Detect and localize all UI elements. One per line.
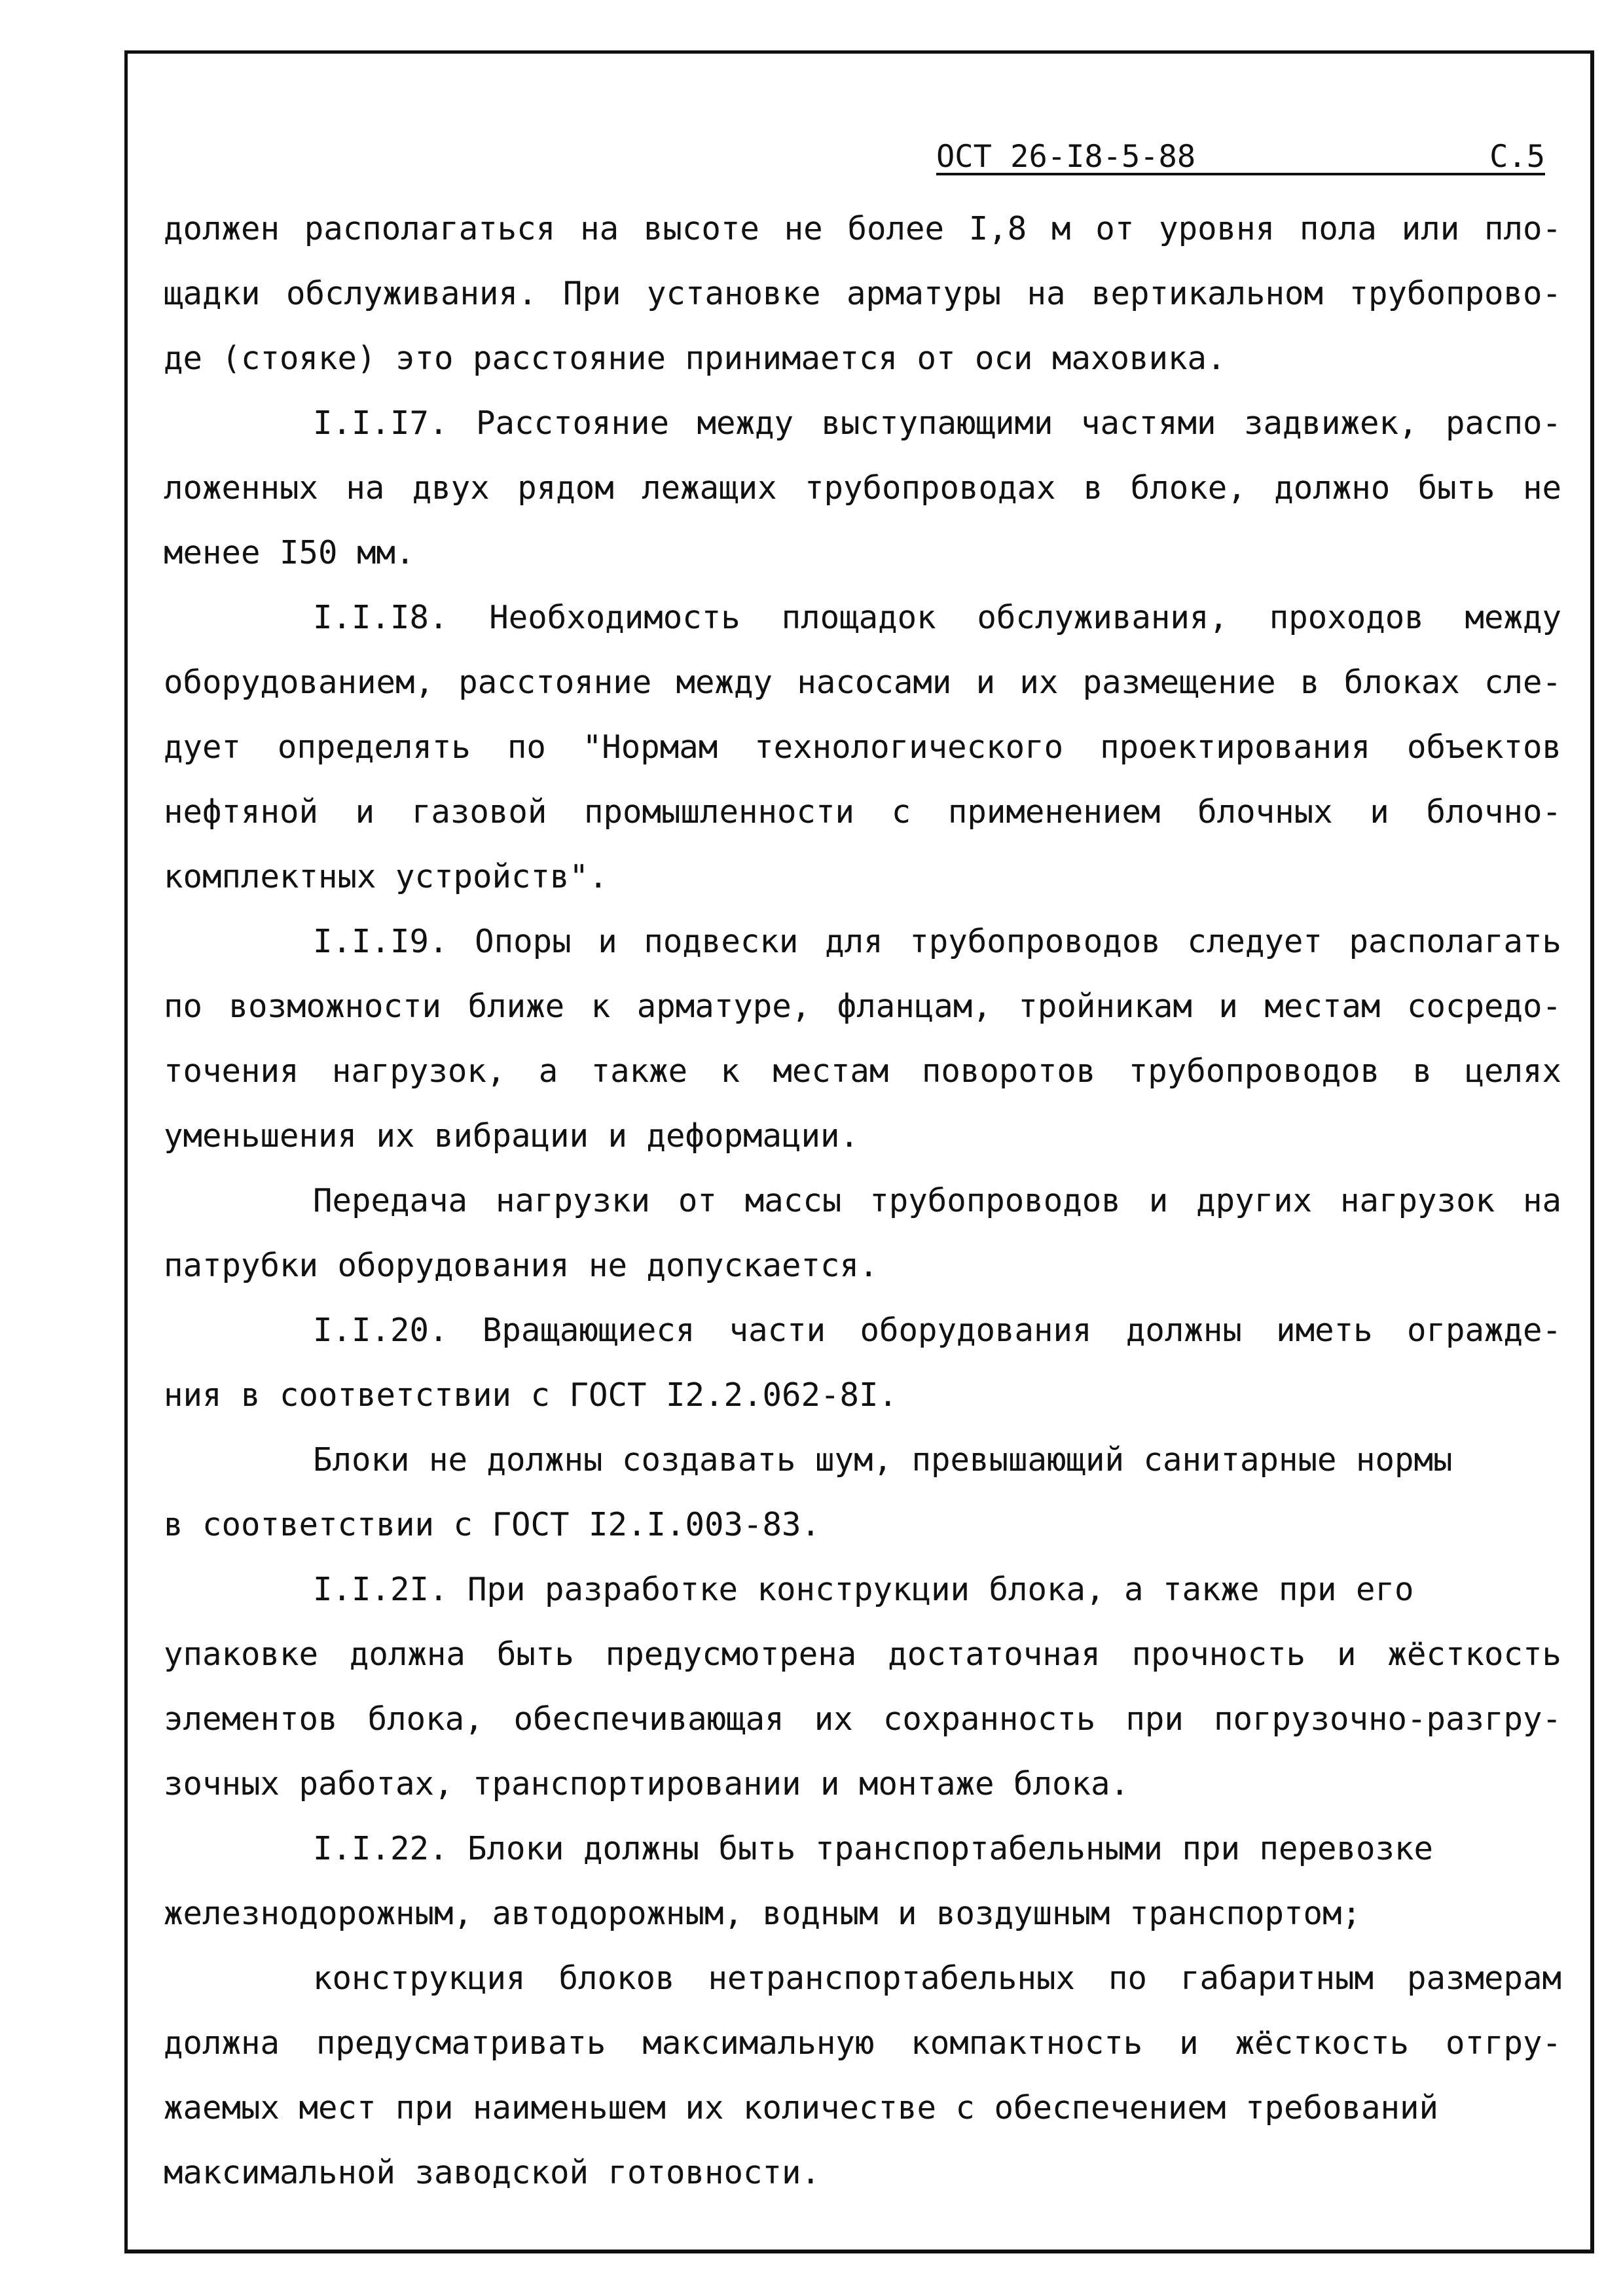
clause-heading-1-1-20: I.I.20. Вращающиеся части оборудования должны иметь огражде- [313,1312,1561,1349]
body-text [164,196,1561,2205]
text-line: менее I50 мм. [164,534,415,571]
clause-heading-1-1-22: I.I.22. Блоки должны быть транспортабельными при перевозке [313,1830,1434,1867]
clause-heading-1-1-17: I.I.I7. Расстояние между выступающими частями задвижек, распо- [313,404,1561,442]
paragraph-start: Блоки не должны создавать шум, превышающий санитарные нормы [313,1441,1453,1479]
page-header [936,131,1545,183]
clause-heading-1-1-19: I.I.I9. Опоры и подвески для трубопроводов следует располагать [313,923,1561,960]
text-line: де (стояке) это расстояние принимается от оси маховика. [164,340,1226,377]
paragraph-start: Передача нагрузки от массы трубопроводов и других нагрузок на [313,1182,1561,1219]
clause-heading-1-1-21: I.I.2I. При разработке конструкции блока, а также при его [313,1571,1414,1608]
text-line: должна предусматривать максимальную компактность и жёсткость отгру- [164,2024,1561,2062]
clause-heading-1-1-18: I.I.I8. Необходимость площадок обслуживания, проходов между [313,599,1561,636]
text-line: щадки обслуживания. При установке арматуры на вертикальном трубопрово- [164,275,1561,312]
text-line: железнодорожным, автодорожным, водным и воздушным транспортом; [164,1895,1362,1932]
text-line: комплектных устройств". [164,858,608,895]
text-line: упаковке должна быть предусмотрена достаточная прочность и жёсткость [164,1636,1561,1673]
text-line: элементов блока, обеспечивающая их сохранность при погрузочно-разгру- [164,1700,1561,1738]
text-line: дует определять по "Нормам технологического проектирования объектов [164,728,1561,766]
text-line: жаемых мест при наименьшем их количестве с обеспечением требований [164,2089,1439,2126]
text-line: оборудованием, расстояние между насосами и их размещение в блоках сле- [164,664,1561,701]
text-line: уменьшения их вибрации и деформации. [164,1117,860,1155]
text-line: зочных работах, транспортировании и монтаже блока. [164,1765,1130,1803]
header-underline [936,173,1545,175]
paragraph-start: конструкция блоков нетранспортабельных по габаритным размерам [313,1960,1561,1997]
text-line: максимальной заводской готовности. [164,2154,821,2191]
text-line: патрубки оборудования не допускается. [164,1247,879,1284]
text-line: в соответствии с ГОСТ I2.I.003-83. [164,1506,821,1543]
text-line: должен располагаться на высоте не более I,8 м от уровня пола или пло- [164,210,1561,247]
text-line: по возможности ближе к арматуре, фланцам, тройникам и местам сосредо- [164,988,1561,1025]
text-line: ложенных на двух рядом лежащих трубопроводах в блоке, должно быть не [164,469,1561,507]
text-line: точения нагрузок, а также к местам поворотов трубопроводов в целях [164,1052,1561,1090]
text-line: нефтяной и газовой промышленности с применением блочных и блочно- [164,793,1561,831]
page-number: С.5 [1489,139,1545,175]
text-line: ния в соответствии с ГОСТ I2.2.062-8I. [164,1376,898,1414]
document-number: ОСТ 26-I8-5-88 [936,139,1196,175]
